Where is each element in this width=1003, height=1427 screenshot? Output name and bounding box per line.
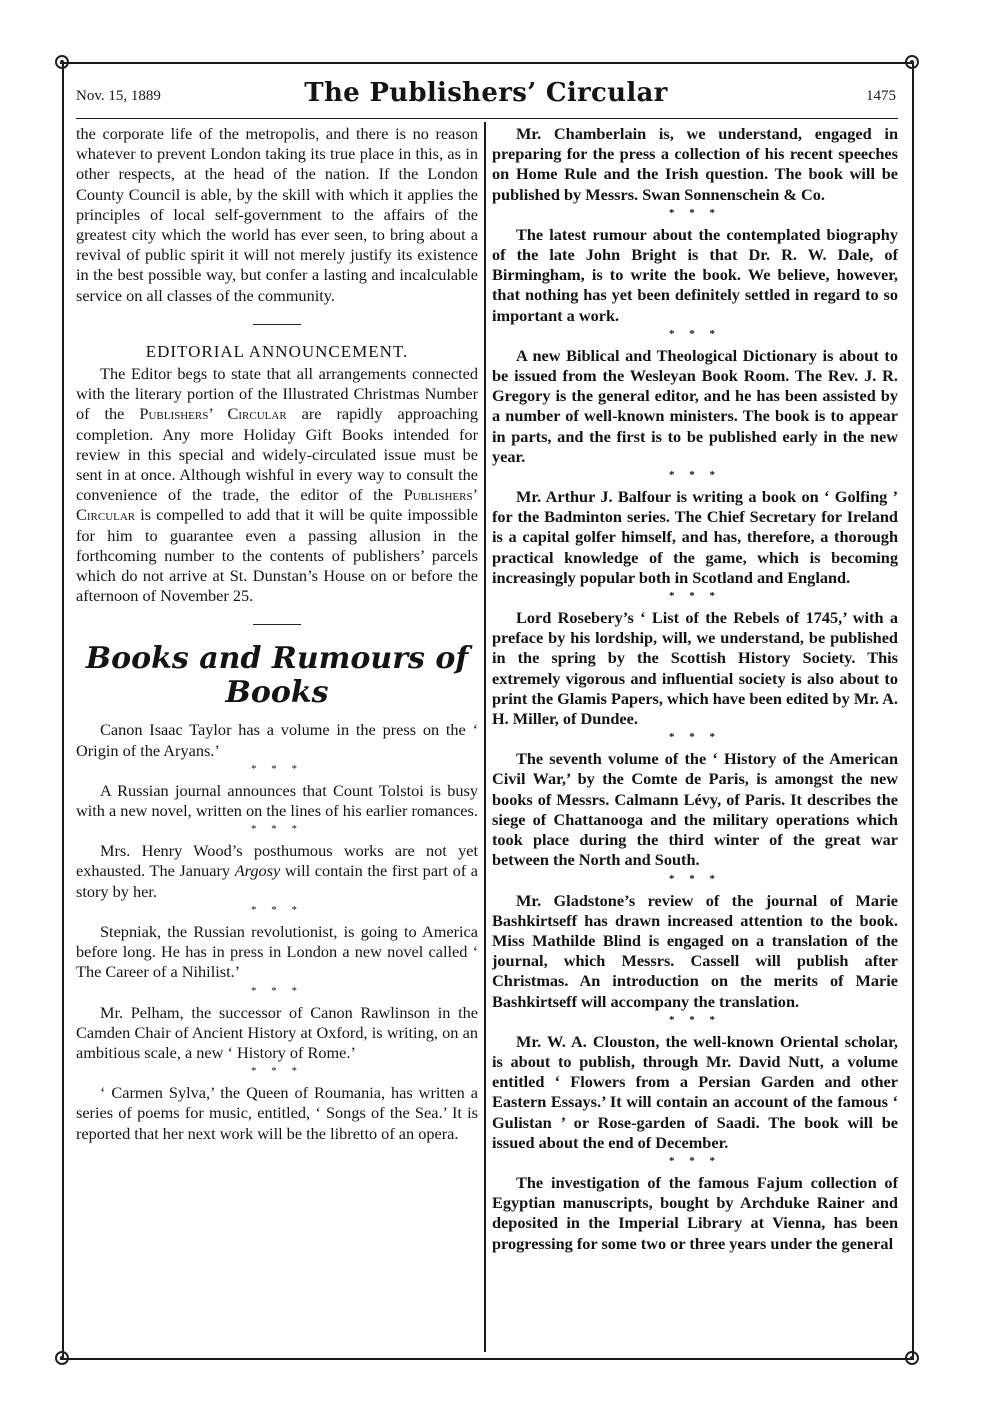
- separator: * * *: [669, 872, 721, 885]
- corner-ornament-icon: [903, 1349, 921, 1367]
- corner-ornament-icon: [53, 1349, 71, 1367]
- news-item: Mr. Chamberlain is, we understand, engaged in preparing for the press a collection of his recent speeches on Home Rule and the Irish question. The book will be published by Messrs. Swan Sonnenschein & Co.: [492, 124, 898, 204]
- journal-title: The Publishers’ Circular: [304, 78, 668, 108]
- separator: * * *: [669, 731, 721, 744]
- separator: * * *: [251, 903, 303, 916]
- news-item: Lord Rosebery’s ‘ List of the Rebels of 1745,’ with a preface by his lordship, will, we understand, be published in the spring by the Scottish History Society. This extremely vigorous and influential society is also about to print the Glamis Papers, which have been edited by Mr. A. H. Miller, of Dundee.: [492, 608, 898, 729]
- separator: * * *: [669, 206, 721, 219]
- issue-date: Nov. 15, 1889: [76, 88, 161, 104]
- separator: * * *: [251, 762, 303, 775]
- editorial-text-1: The Editor begs to state that all arrangements connected with the literary portion of the Illustrated Christmas Number of the: [76, 364, 478, 424]
- bottom-rule: [60, 1358, 914, 1360]
- ornamental-rule-icon: [76, 618, 478, 628]
- right-column: [492, 124, 898, 1254]
- top-rule: [60, 62, 914, 64]
- news-item: Canon Isaac Taylor has a volume in the press on the ‘ Origin of the Aryans.’: [76, 720, 478, 760]
- editorial-announcement: [76, 364, 478, 606]
- editorial-text-2: are rapidly approaching completion. Any more Holiday Gift Books intended for review in this special and widely-circulated issue must be sent in at once. Although wishful in every way to consult the convenience of the trade, the editor of the: [76, 404, 478, 505]
- magazine-title: Argosy: [234, 861, 281, 881]
- page-number: 1475: [866, 88, 896, 104]
- article-continuation: the corporate life of the metropolis, and there is no reason whatever to prevent London taking its true place in this, as in other respects, at the head of the nation. If the London County Council is able, by the skill with which it applies the principles of local self-government to the affairs of the greatest city which the world has ever seen, to bring about a revival of public spirit it will not merely justify its existence in the best possible way, but confer a lasting and incalculable service on all classes of the community.: [76, 124, 478, 305]
- corner-ornament-icon: [903, 53, 921, 71]
- separator: * * *: [669, 327, 721, 340]
- news-item: Mr. Gladstone’s review of the journal of Marie Bashkirtseff has drawn increased attention to the book. Miss Mathilde Blind is engaged on a translation of the journal, which Messrs. Cassell will publish after Christmas. An introduction on the merits of Marie Bashkirtseff will accompany the translation.: [492, 890, 898, 1011]
- separator: * * *: [669, 1013, 721, 1026]
- wood-text-2: will contain the first part of a story by her.: [76, 861, 479, 901]
- header-rule: [76, 118, 898, 119]
- separator: * * *: [251, 823, 303, 836]
- news-item: A Russian journal announces that Count Tolstoi is busy with a new novel, written on the lines of his earlier romances.: [76, 780, 478, 821]
- separator: * * *: [669, 590, 721, 603]
- column-divider: [484, 122, 486, 1352]
- wood-text-1: Mrs. Henry Wood’s posthumous works are not yet exhausted. The January: [76, 841, 478, 881]
- news-item: The investigation of the famous Fajum collection of Egyptian manuscripts, bought by Archduke Rainer and deposited in the Imperial Library at Vienna, has been progressing for some two or three years under the general: [492, 1172, 898, 1253]
- section-heading: Books and Rumours of Books: [85, 641, 469, 711]
- separator: * * *: [669, 469, 721, 482]
- news-item: ‘ Carmen Sylva,’ the Queen of Roumania, has written a series of poems for music, entitled, ‘ Songs of the Sea.’ It is reported that her next work will be the libretto of an opera.: [76, 1083, 478, 1143]
- news-item: Mr. W. A. Clouston, the well-known Oriental scholar, is about to publish, through Mr. David Nutt, a volume entitled ‘ Flowers from a Persian Garden and other Eastern Essays.’ It will contain an account of the famous ‘ Gulistan ’ or Rose-garden of Saadi. The book will be issued about the end of December.: [492, 1031, 898, 1152]
- news-item: The latest rumour about the contemplated biography of the late John Bright is that Dr. R. W. Dale, of Birmingham, is to write the book. We believe, however, that nothing has yet been definitely settled in regard to so important a work.: [492, 224, 898, 325]
- news-item: [76, 841, 478, 902]
- left-column: [76, 124, 478, 1144]
- editorial-heading: EDITORIAL ANNOUNCEMENT.: [145, 341, 409, 361]
- right-rule: [912, 62, 914, 1358]
- journal-name-smallcaps: Publishers’ Circular: [76, 485, 478, 525]
- editorial-text-3: is compelled to add that it will be quite impossible for him to guarantee even a passing allusion in the forthcoming number to the contents of publishers’ parcels which do not arrive at St. Dunstan’s House on or before the afternoon of November 25.: [76, 505, 478, 606]
- news-item: The seventh volume of the ‘ History of the American Civil War,’ by the Comte de Paris, is amongst the new books of Messrs. Calmann Lévy, of Paris. It describes the siege of Chattanooga and the military operations which took place during the third winter of the great war between the North and South.: [492, 749, 898, 870]
- news-item: Mr. Arthur J. Balfour is writing a book on ‘ Golfing ’ for the Badminton series. The Chief Secretary for Ireland is a capital golfer himself, and has, therefore, a thorough practical knowledge of the game, which is becoming increasingly popular both in Scotland and England.: [492, 487, 898, 587]
- separator: * * *: [251, 984, 303, 997]
- separator: * * *: [669, 1154, 721, 1167]
- left-rule: [62, 62, 64, 1358]
- news-item: Stepniak, the Russian revolutionist, is going to America before long. He has in press in London a new novel called ‘ The Career of a Nihilist.’: [76, 921, 478, 982]
- news-item: Mr. Pelham, the successor of Canon Rawlinson in the Camden Chair of Ancient History at Oxford, is writing, on an ambitious scale, a new ‘ History of Rome.’: [76, 1002, 478, 1062]
- corner-ornament-icon: [53, 53, 71, 71]
- separator: * * *: [251, 1065, 303, 1078]
- ornamental-rule-icon: [76, 318, 478, 328]
- news-item: A new Biblical and Theological Dictionary is about to be issued from the Wesleyan Book Room. The Rev. J. R. Gregory is the general editor, and he has been assisted by a number of well-known ministers. The book is to appear in parts, and the first is to be published early in the new year.: [492, 345, 898, 466]
- running-header: [76, 78, 896, 112]
- journal-name-smallcaps: Publishers’ Circular: [139, 404, 287, 424]
